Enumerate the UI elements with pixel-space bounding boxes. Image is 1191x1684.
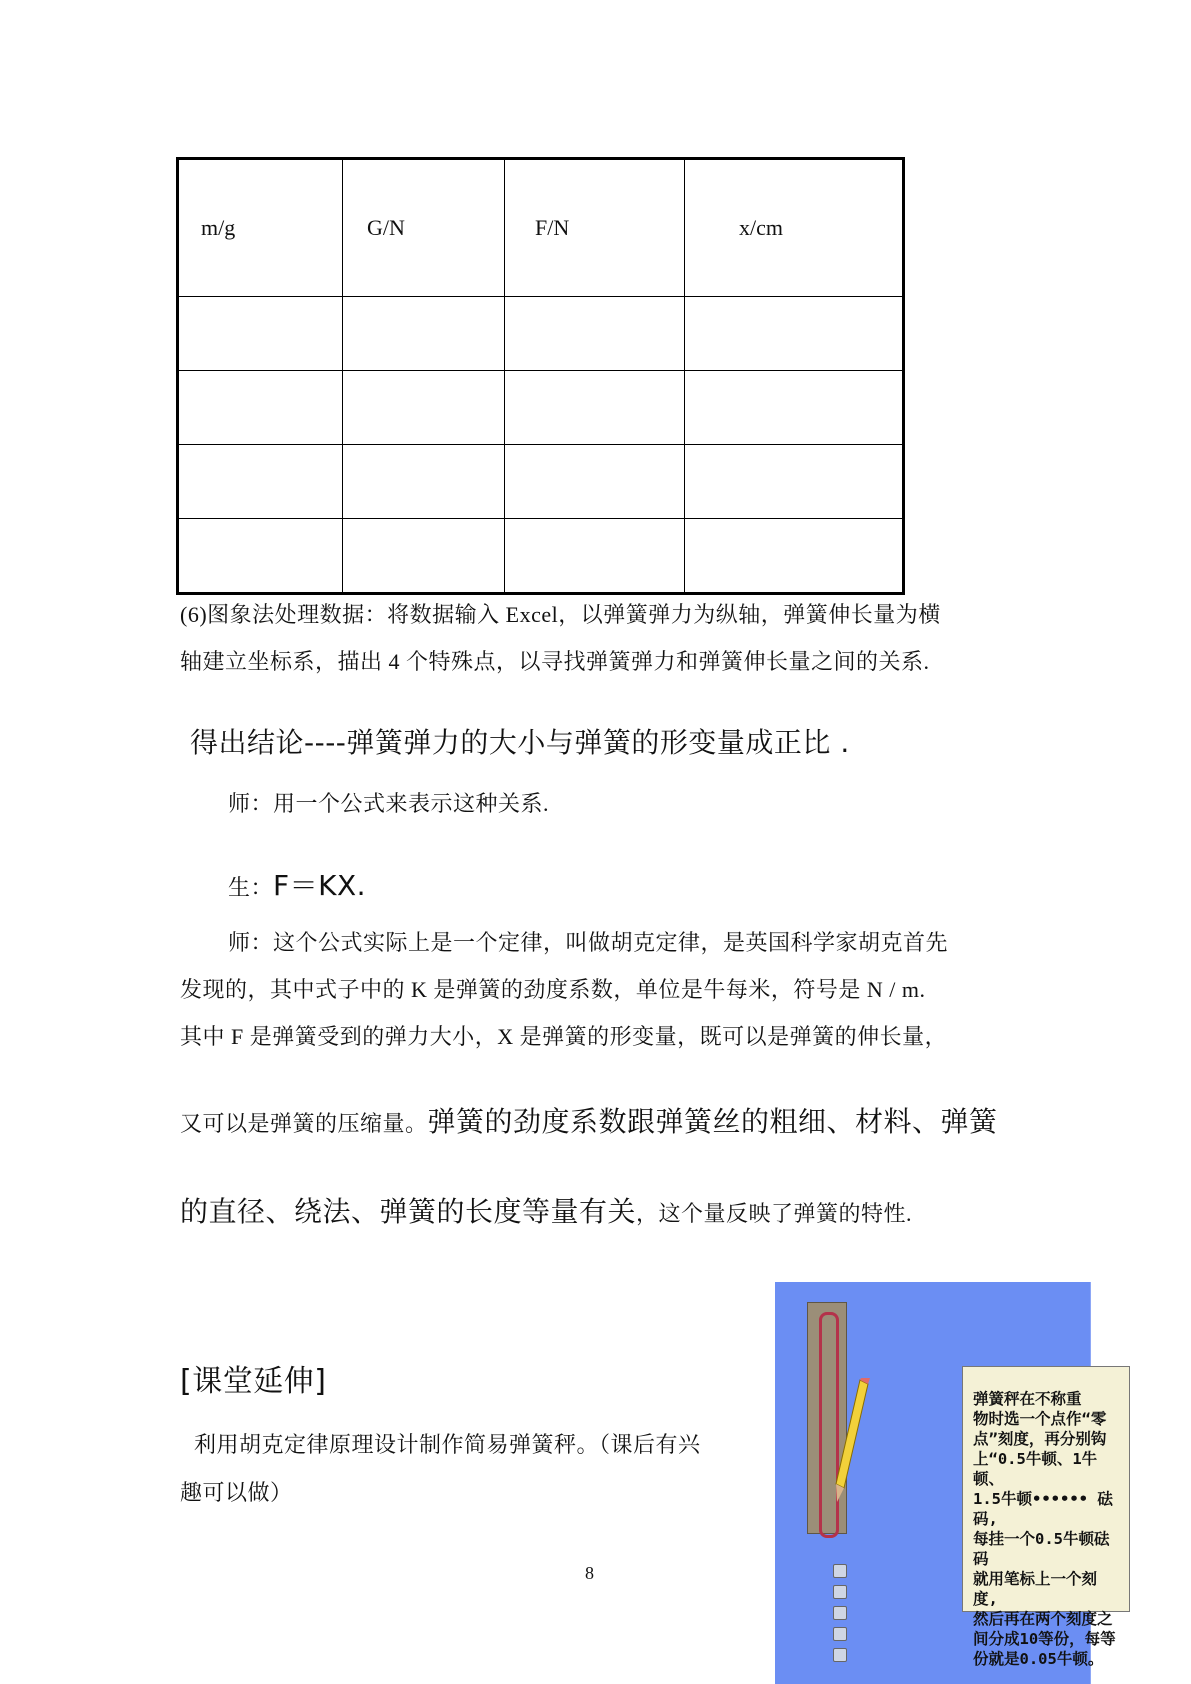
table-cell (685, 519, 904, 594)
weight-icon (833, 1627, 847, 1641)
page-number: 8 (585, 1563, 594, 1583)
data-table (176, 157, 905, 595)
table-header-row (178, 159, 904, 297)
stiffness-factors-cont: 的直径、绕法、弹簧的长度等量有关 (180, 1195, 637, 1228)
teacher-paragraph-line3: 其中 F 是弹簧受到的弹力大小，X 是弹簧的形变量，既可以是弹簧的伸长量， (180, 1024, 948, 1049)
stiffness-factors: 弹簧的劲度系数跟弹簧丝的粗细、材料、弹簧 (427, 1105, 998, 1138)
table-cell (343, 371, 505, 445)
teacher-prefix: 师： (228, 791, 274, 816)
table-cell (343, 445, 505, 519)
student-prefix: 生： (228, 875, 274, 900)
table-cell (178, 519, 343, 594)
teacher-paragraph-line4 (180, 1100, 998, 1140)
table-cell (178, 445, 343, 519)
table-cell (505, 445, 685, 519)
teacher-paragraph-line1: 师：这个公式实际上是一个定律，叫做胡克定律，是英国科学家胡克首先 (228, 930, 949, 955)
conclusion: 得出结论----弹簧弹力的大小与弹簧的形变量成正比 . (190, 726, 850, 759)
table-row (178, 445, 904, 519)
student-answer (228, 864, 366, 904)
weight-icon (833, 1648, 847, 1662)
table-cell (178, 297, 343, 371)
compression-text: 又可以是弹簧的压缩量。 (180, 1111, 428, 1136)
characteristic-text: ，这个量反映了弹簧的特性. (636, 1201, 913, 1226)
extension-line1: 利用胡克定律原理设计制作简易弹簧秤。（课后有兴 (194, 1432, 701, 1457)
table-cell (685, 297, 904, 371)
instruction-callout: 弹簧秤在不称重 物时选一个点作“零 点”刻度，再分别钩 上“0.5牛顿、1牛顿、 1.5牛顿•••••• 砝码, 每挂一个0.5牛顿砝码 就用笔标上一个刻度, 然后再在两个刻度之 间分成10等份，每等 份就是0.05牛顿。 (962, 1366, 1130, 1612)
step6-line1: (6)图象法处理数据：将数据输入 Excel，以弹簧弹力为纵轴，弹簧伸长量为横 (180, 602, 941, 627)
teacher-question-text: 用一个公式来表示这种关系. (273, 791, 550, 816)
teacher-question (228, 787, 549, 818)
table-cell (178, 371, 343, 445)
table-row (178, 297, 904, 371)
step6-line2: 轴建立坐标系，描出 4 个特殊点，以寻找弹簧弹力和弹簧伸长量之间的关系. (180, 649, 930, 674)
header-gravity: G/N (343, 159, 505, 297)
table-cell (685, 445, 904, 519)
header-force: F/N (505, 159, 685, 297)
table-row (178, 519, 904, 594)
table-cell (343, 519, 505, 594)
table-cell (685, 371, 904, 445)
header-extension: x/cm (685, 159, 904, 297)
table-cell (505, 519, 685, 594)
section-heading: [课堂延伸] (180, 1364, 327, 1399)
weight-icon (833, 1564, 847, 1578)
weight-icon (833, 1585, 847, 1599)
hooke-formula: F＝KX. (273, 869, 367, 902)
pencil-icon (830, 1378, 870, 1508)
teacher-paragraph-line2: 发现的，其中式子中的 K 是弹簧的劲度系数，单位是牛每米，符号是 N / m. (180, 977, 926, 1002)
table-cell (343, 297, 505, 371)
weight-icon (833, 1606, 847, 1620)
teacher-paragraph-line5 (180, 1190, 912, 1230)
table-row (178, 371, 904, 445)
extension-line2: 趣可以做） (180, 1480, 293, 1505)
spring-scale-figure (775, 1282, 1135, 1684)
table-cell (505, 297, 685, 371)
table-cell (505, 371, 685, 445)
header-mass: m/g (178, 159, 343, 297)
